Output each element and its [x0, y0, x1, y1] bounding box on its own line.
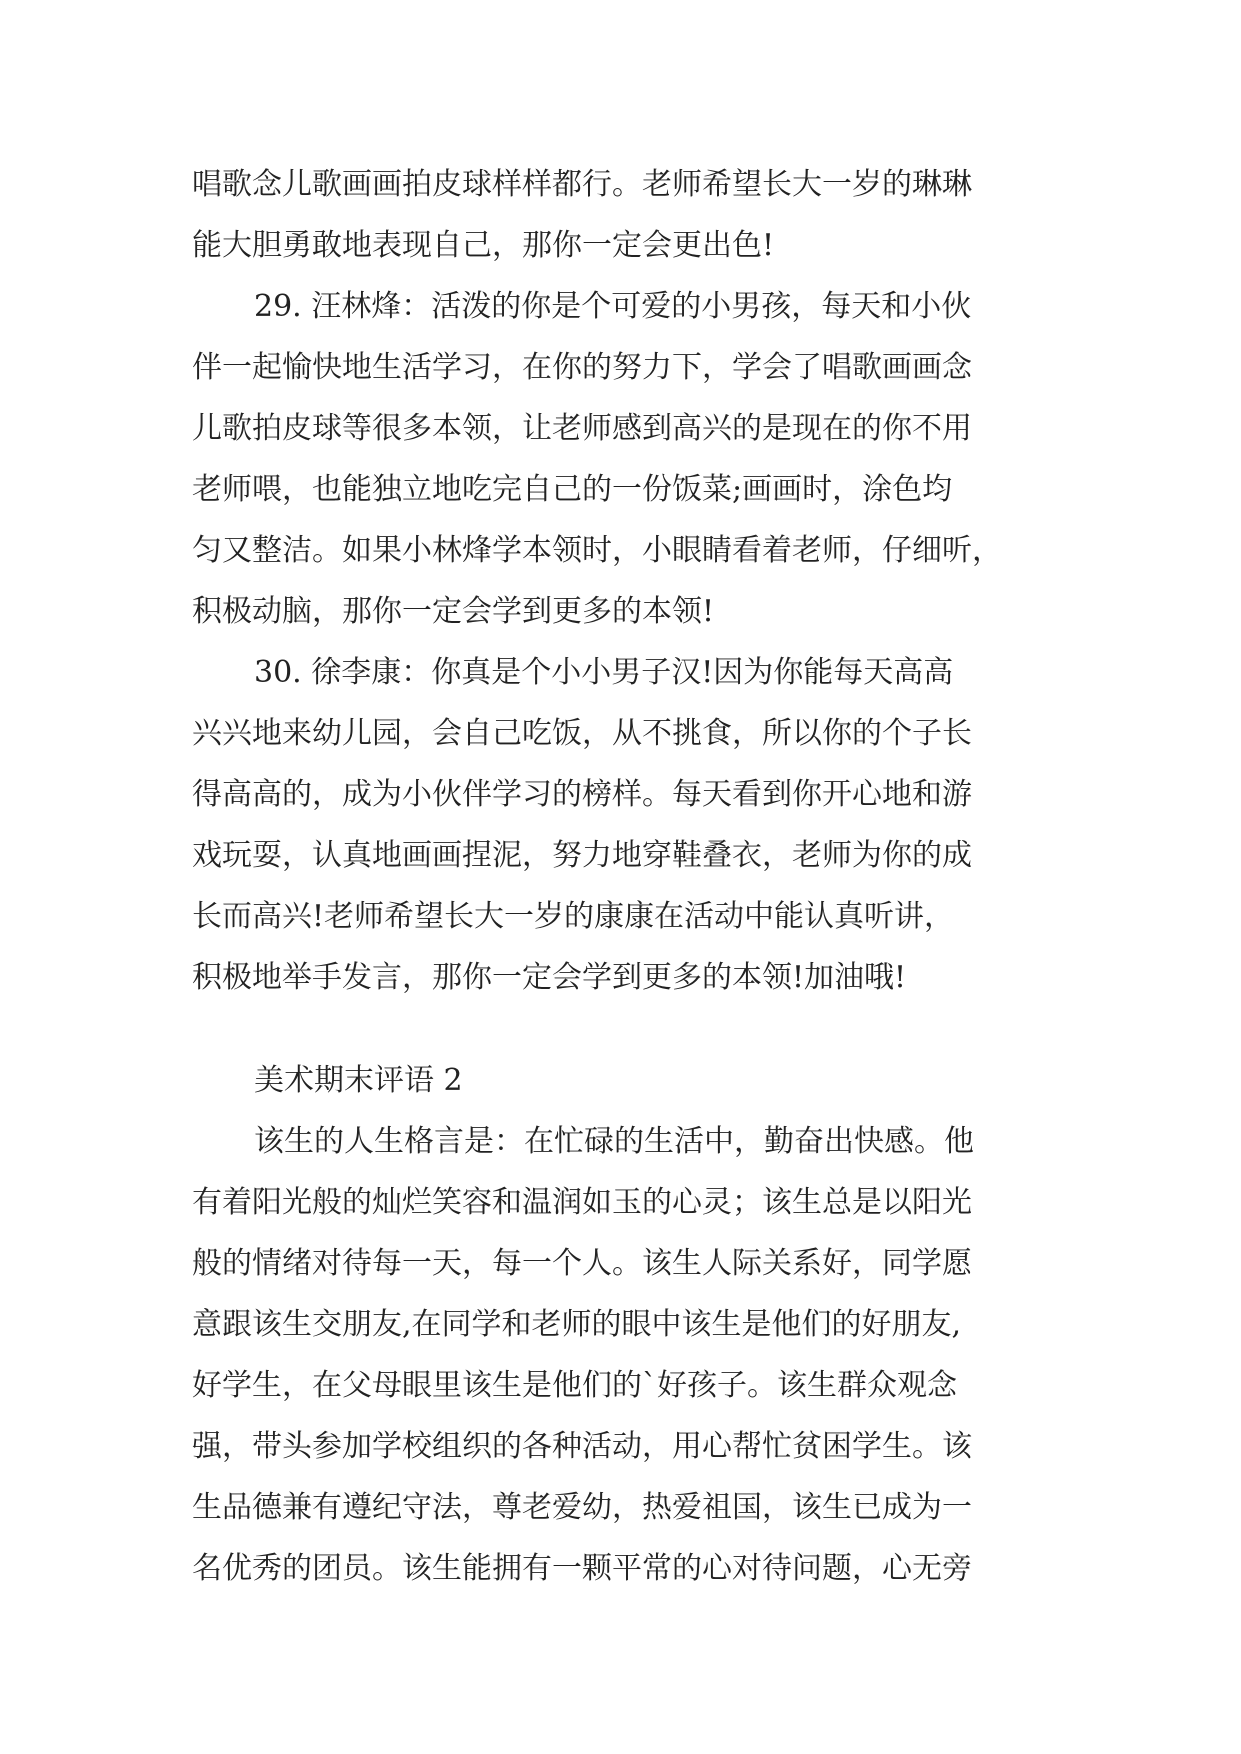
text-line: 般的情绪对待每一天，每一个人。该生人际关系好，同学愿	[192, 1246, 972, 1281]
text-line: 生品德兼有遵纪守法，尊老爱幼，热爱祖国，该生已成为一	[192, 1490, 972, 1525]
document-body	[192, 154, 1052, 1599]
text-line: 老师喂，也能独立地吃完自己的一份饭菜;画画时，涂色均	[192, 472, 953, 507]
text-line: 儿歌拍皮球等很多本领，让老师感到高兴的是现在的你不用	[192, 411, 972, 446]
paragraph-comment	[192, 1111, 1052, 1599]
text-line: 积极动脑，那你一定会学到更多的本领!	[192, 594, 715, 629]
text-line: 好学生，在父母眼里该生是他们的`好孩子。该生群众观念	[192, 1368, 957, 1403]
text-line: 名优秀的团员。该生能拥有一颗平常的心对待问题，心无旁	[192, 1551, 972, 1586]
section-spacer	[192, 1008, 1052, 1050]
paragraph-29	[192, 276, 1052, 642]
text-line: 得高高的，成为小伙伴学习的榜样。每天看到你开心地和游	[192, 777, 972, 812]
paragraph-30	[192, 642, 1052, 1008]
text-line: 兴兴地来幼儿园，会自己吃饭，从不挑食，所以你的个子长	[192, 716, 972, 751]
text-line: 有着阳光般的灿烂笑容和温润如玉的心灵；该生总是以阳光	[192, 1185, 972, 1220]
paragraph-continuation	[192, 154, 1052, 276]
text-line: 唱歌念儿歌画画拍皮球样样都行。老师希望长大一岁的琳琳	[192, 167, 972, 202]
text-line: 能大胆勇敢地表现自己，那你一定会更出色!	[192, 228, 775, 263]
section-heading: 美术期末评语 2	[254, 1063, 463, 1098]
text-line: 30. 徐李康：你真是个小小男子汉!因为你能每天高高	[254, 655, 954, 690]
text-line: 伴一起愉快地生活学习，在你的努力下，学会了唱歌画画念	[192, 350, 972, 385]
text-line: 匀又整洁。如果小林烽学本领时，小眼睛看着老师，仔细听，	[192, 533, 1002, 568]
text-line: 意跟该生交朋友,在同学和老师的眼中该生是他们的好朋友,	[192, 1307, 962, 1342]
text-line: 该生的人生格言是：在忙碌的生活中，勤奋出快感。他	[254, 1124, 974, 1159]
text-line: 长而高兴!老师希望长大一岁的康康在活动中能认真听讲，	[192, 899, 955, 934]
text-line: 强，带头参加学校组织的各种活动，用心帮忙贫困学生。该	[192, 1429, 972, 1464]
text-line: 积极地举手发言，那你一定会学到更多的本领!加油哦!	[192, 960, 907, 995]
text-line: 戏玩耍，认真地画画捏泥，努力地穿鞋叠衣，老师为你的成	[192, 838, 972, 873]
text-line: 29. 汪林烽：活泼的你是个可爱的小男孩，每天和小伙	[254, 289, 972, 324]
